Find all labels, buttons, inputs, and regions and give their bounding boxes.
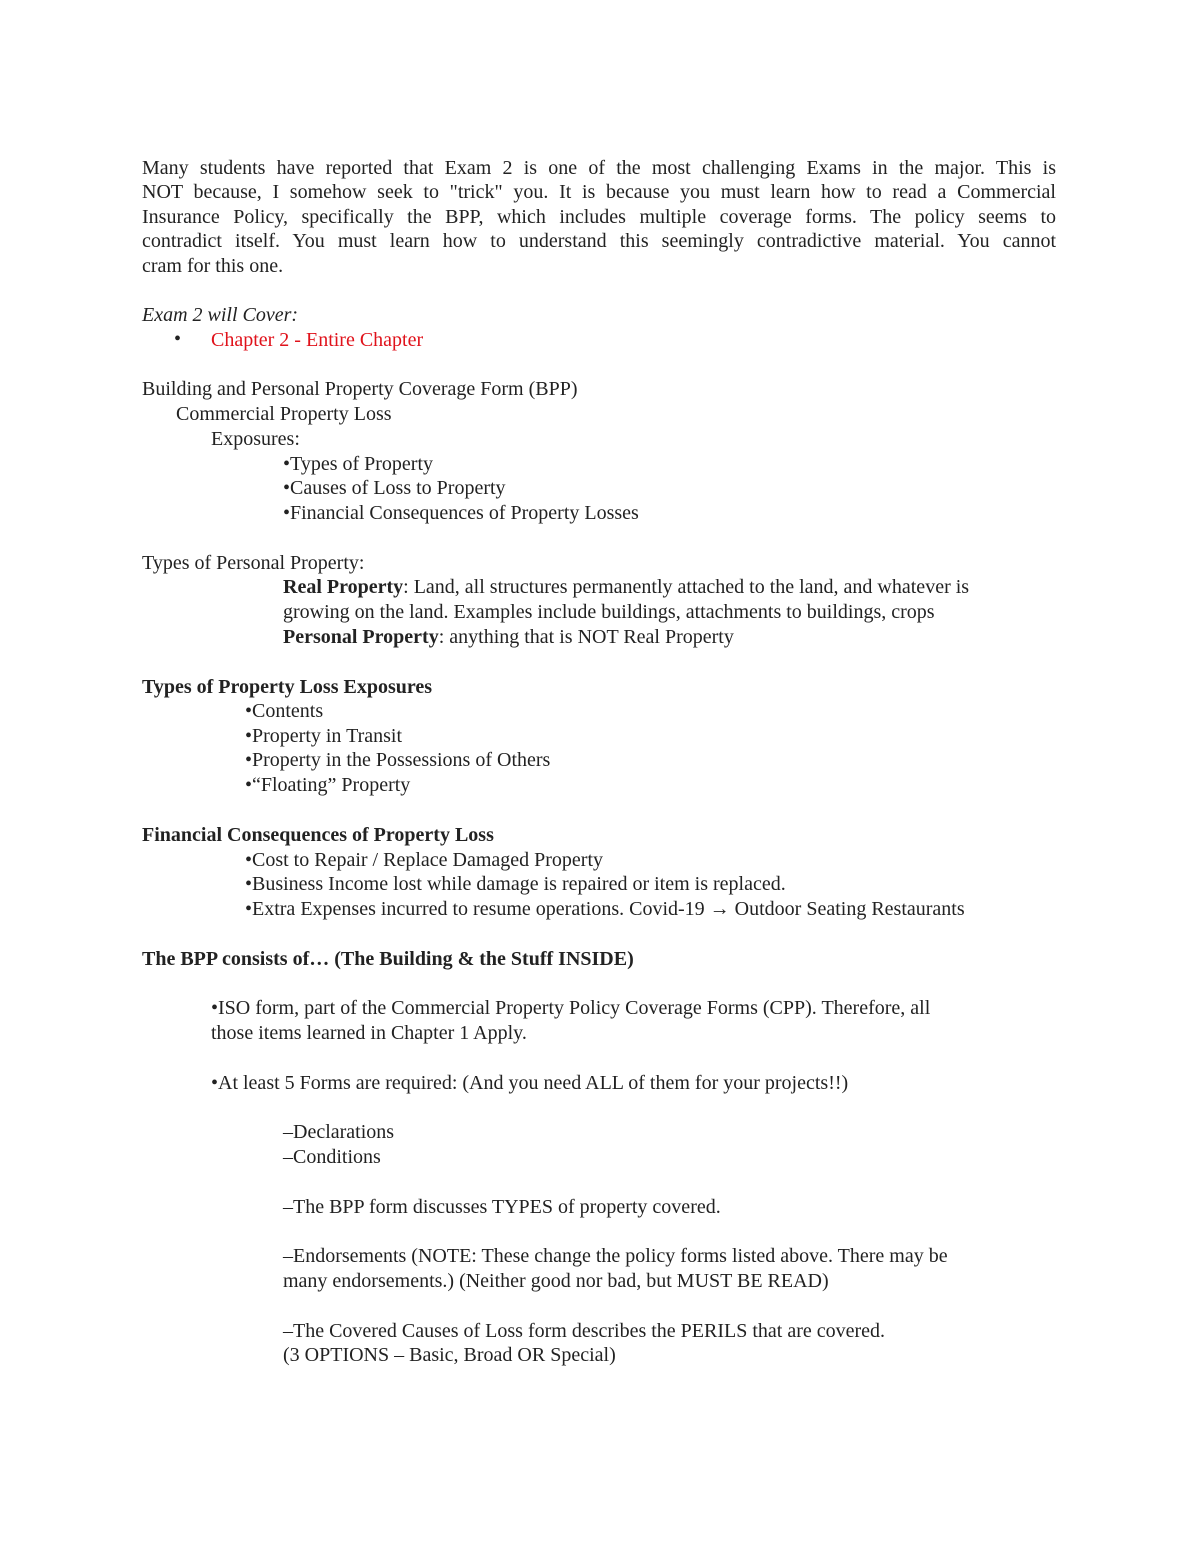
loss-exposure-item: •Property in the Possessions of Others	[245, 749, 551, 771]
financial-item-3-pre: •Extra Expenses incurred to resume operations. Covid-19	[245, 898, 710, 920]
financial-item: •Business Income lost while damage is repaired or item is replaced.	[245, 873, 786, 895]
bpp-consists-heading: The BPP consists of… (The Building & the Stuff INSIDE)	[142, 948, 634, 970]
endorsements-line-1: –Endorsements (NOTE: These change the policy forms listed above. There may be	[283, 1245, 948, 1267]
real-property-line-2: growing on the land. Examples include buildings, attachments to buildings, crops	[283, 601, 935, 623]
declarations-item: –Declarations	[283, 1121, 395, 1143]
bpp-outline-sub: Commercial Property Loss	[176, 403, 392, 425]
iso-form-line-1: •ISO form, part of the Commercial Property Policy Coverage Forms (CPP). Therefore, all	[211, 997, 931, 1019]
bpp-outline-subsub: Exposures:	[211, 428, 300, 450]
exam-cover-heading: Exam 2 will Cover:	[142, 304, 299, 326]
forms-required-line: •At least 5 Forms are required: (And you need ALL of them for your projects!!)	[211, 1072, 849, 1094]
loss-exposure-item: •Property in Transit	[245, 725, 403, 747]
exam-cover-item: Chapter 2 - Entire Chapter	[211, 329, 424, 351]
endorsements-line-2: many endorsements.) (Neither good nor bad, but MUST BE READ)	[283, 1270, 829, 1292]
causes-of-loss-line-1: –The Covered Causes of Loss form describes the PERILS that are covered.	[283, 1320, 886, 1342]
iso-form-line-2: those items learned in Chapter 1 Apply.	[211, 1022, 527, 1044]
intro-line-1: Many students have reported that Exam 2 is one of the most challenging Exams in the major. This is	[142, 157, 1056, 179]
intro-line-2: NOT because, I somehow seek to "trick" you. It is because you must learn how to read a Commercial	[142, 181, 1056, 203]
real-property-label: Real Property	[283, 576, 404, 598]
financial-item-3-post: Outdoor Seating Restaurants	[729, 898, 965, 920]
personal-property-text: : anything that is NOT Real Property	[438, 626, 734, 648]
loss-exposure-item: •Contents	[245, 700, 324, 722]
real-property-text: : Land, all structures permanently attached to the land, and whatever is	[403, 576, 970, 598]
bpp-outline-item: •Types of Property	[283, 453, 434, 475]
bpp-outline-item: •Causes of Loss to Property	[283, 477, 506, 499]
intro-line-4: contradict itself. You must learn how to understand this seemingly contradictive material. You cannot	[142, 230, 1056, 252]
loss-exposures-heading: Types of Property Loss Exposures	[142, 676, 433, 698]
bpp-form-item: –The BPP form discusses TYPES of property covered.	[283, 1196, 721, 1218]
personal-property-label: Personal Property	[283, 626, 439, 648]
right-arrow-icon: →	[709, 898, 730, 920]
personal-property-line	[283, 625, 734, 649]
real-property-line	[283, 575, 969, 599]
financial-heading: Financial Consequences of Property Loss	[142, 824, 494, 846]
bpp-outline-title: Building and Personal Property Coverage Form (BPP)	[142, 378, 578, 400]
financial-item-3	[245, 897, 965, 921]
causes-of-loss-line-2: (3 OPTIONS – Basic, Broad OR Special)	[283, 1344, 616, 1366]
personal-property-heading: Types of Personal Property:	[142, 552, 365, 574]
intro-line-5: cram for this one.	[142, 255, 284, 277]
intro-line-3: Insurance Policy, specifically the BPP, which includes multiple coverage forms. The policy seems to	[142, 206, 1056, 228]
bullet-icon: •	[174, 328, 182, 350]
financial-item: •Cost to Repair / Replace Damaged Property	[245, 849, 604, 871]
conditions-item: –Conditions	[283, 1146, 381, 1168]
bpp-outline-item: •Financial Consequences of Property Losses	[283, 502, 639, 524]
loss-exposure-item: •“Floating” Property	[245, 774, 411, 796]
